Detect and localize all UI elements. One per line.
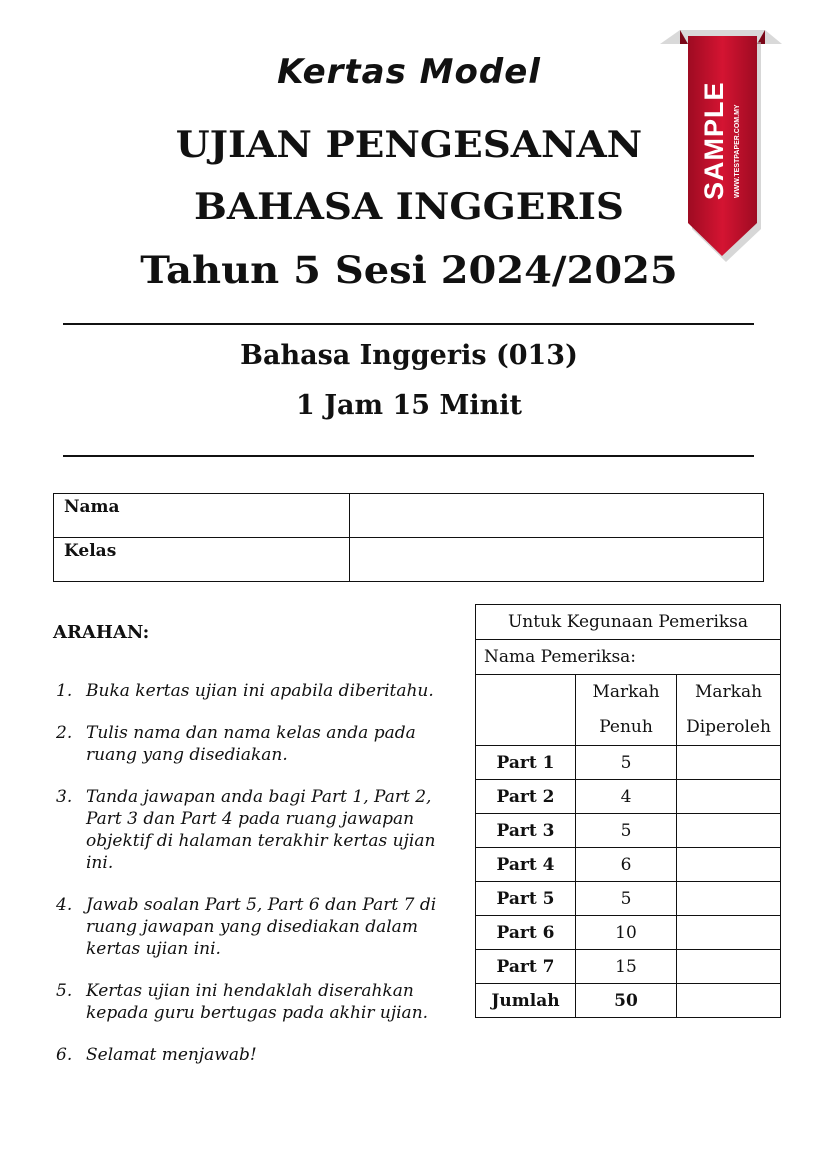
instruction-item bbox=[53, 680, 463, 702]
total-obtained-field[interactable] bbox=[677, 984, 781, 1018]
instruction-text: Kertas ujian ini hendaklah diserahkan kepada guru bertugas pada akhir ujian. bbox=[86, 981, 429, 1023]
instruction-number: 3. bbox=[56, 787, 73, 807]
instruction-item bbox=[53, 1044, 463, 1066]
full-marks-header-line2: Penuh bbox=[599, 717, 653, 737]
sample-site: WWW.TESTPAPER.COM.MY bbox=[734, 104, 741, 198]
name-field[interactable] bbox=[350, 494, 764, 538]
name-label: Nama bbox=[54, 494, 350, 538]
subject-code: Bahasa Inggeris (013) bbox=[240, 340, 578, 371]
model-paper-label: Kertas Model bbox=[277, 52, 541, 92]
divider-bottom bbox=[63, 455, 754, 457]
examiner-table bbox=[475, 604, 781, 1018]
exam-year-session: Tahun 5 Sesi 2024/2025 bbox=[140, 248, 678, 292]
examiner-name-row bbox=[476, 640, 781, 675]
examiner-title: Untuk Kegunaan Pemeriksa bbox=[476, 605, 781, 640]
instruction-number: 6. bbox=[56, 1045, 73, 1065]
part-label: Part 6 bbox=[476, 916, 576, 950]
examiner-header-row bbox=[476, 605, 781, 640]
instruction-number: 5. bbox=[56, 981, 73, 1001]
exam-duration: 1 Jam 15 Minit bbox=[296, 390, 522, 421]
sample-ribbon bbox=[660, 28, 785, 268]
exam-subject-title: BAHASA INGGERIS bbox=[193, 186, 625, 228]
obtained-marks-field[interactable] bbox=[677, 916, 781, 950]
part-label: Part 1 bbox=[476, 746, 576, 780]
instruction-text: Selamat menjawab! bbox=[86, 1045, 257, 1065]
table-row bbox=[476, 780, 781, 814]
sample-word: SAMPLE bbox=[699, 81, 729, 200]
class-field[interactable] bbox=[350, 538, 764, 582]
part-label: Part 5 bbox=[476, 882, 576, 916]
exam-title: UJIAN PENGESANAN bbox=[175, 124, 643, 166]
instruction-number: 2. bbox=[56, 723, 73, 743]
obtained-marks-header-line2: Diperoleh bbox=[686, 717, 771, 737]
part-label: Part 3 bbox=[476, 814, 576, 848]
obtained-marks-field[interactable] bbox=[677, 848, 781, 882]
instruction-text: Jawab soalan Part 5, Part 6 dan Part 7 di ruang jawapan yang disediakan dalam kertas ujian ini. bbox=[86, 895, 437, 959]
instructions-title: ARAHAN: bbox=[53, 622, 150, 643]
full-marks: 5 bbox=[576, 814, 677, 848]
table-row bbox=[476, 746, 781, 780]
instruction-text: Buka kertas ujian ini apabila diberitahu. bbox=[86, 681, 434, 701]
obtained-marks-field[interactable] bbox=[677, 950, 781, 984]
part-column-header bbox=[476, 675, 576, 746]
table-row bbox=[476, 916, 781, 950]
obtained-marks-field[interactable] bbox=[677, 882, 781, 916]
table-row bbox=[476, 882, 781, 916]
divider-top bbox=[63, 323, 754, 325]
instruction-text: Tanda jawapan anda bagi Part 1, Part 2, Part 3 dan Part 4 pada ruang jawapan objektif di halaman terakhir kertas ujian ini. bbox=[86, 787, 436, 873]
column-header-row bbox=[476, 675, 781, 746]
full-marks: 10 bbox=[576, 916, 677, 950]
class-row bbox=[54, 538, 764, 582]
part-label: Part 7 bbox=[476, 950, 576, 984]
full-marks: 5 bbox=[576, 882, 677, 916]
full-marks: 4 bbox=[576, 780, 677, 814]
total-full-marks: 50 bbox=[576, 984, 677, 1018]
part-label: Part 2 bbox=[476, 780, 576, 814]
full-marks: 15 bbox=[576, 950, 677, 984]
full-marks-header bbox=[576, 675, 677, 746]
total-row bbox=[476, 984, 781, 1018]
instruction-text: Tulis nama dan nama kelas anda pada ruang yang disediakan. bbox=[86, 723, 416, 765]
name-row bbox=[54, 494, 764, 538]
obtained-marks-header-line1: Markah bbox=[694, 682, 763, 702]
obtained-marks-field[interactable] bbox=[677, 746, 781, 780]
instruction-number: 4. bbox=[56, 895, 73, 915]
class-label: Kelas bbox=[54, 538, 350, 582]
instruction-item bbox=[53, 722, 463, 766]
instruction-number: 1. bbox=[56, 681, 73, 701]
full-marks-header-line1: Markah bbox=[592, 682, 660, 702]
instructions-list bbox=[53, 680, 463, 1086]
table-row bbox=[476, 848, 781, 882]
table-row bbox=[476, 814, 781, 848]
student-info-table bbox=[53, 493, 764, 582]
part-label: Part 4 bbox=[476, 848, 576, 882]
table-row bbox=[476, 950, 781, 984]
full-marks: 5 bbox=[576, 746, 677, 780]
instruction-item bbox=[53, 786, 463, 874]
instruction-item bbox=[53, 980, 463, 1024]
obtained-marks-header bbox=[677, 675, 781, 746]
full-marks: 6 bbox=[576, 848, 677, 882]
obtained-marks-field[interactable] bbox=[677, 814, 781, 848]
total-label: Jumlah bbox=[476, 984, 576, 1018]
examiner-name-label[interactable]: Nama Pemeriksa: bbox=[476, 640, 781, 675]
instruction-item bbox=[53, 894, 463, 960]
obtained-marks-field[interactable] bbox=[677, 780, 781, 814]
